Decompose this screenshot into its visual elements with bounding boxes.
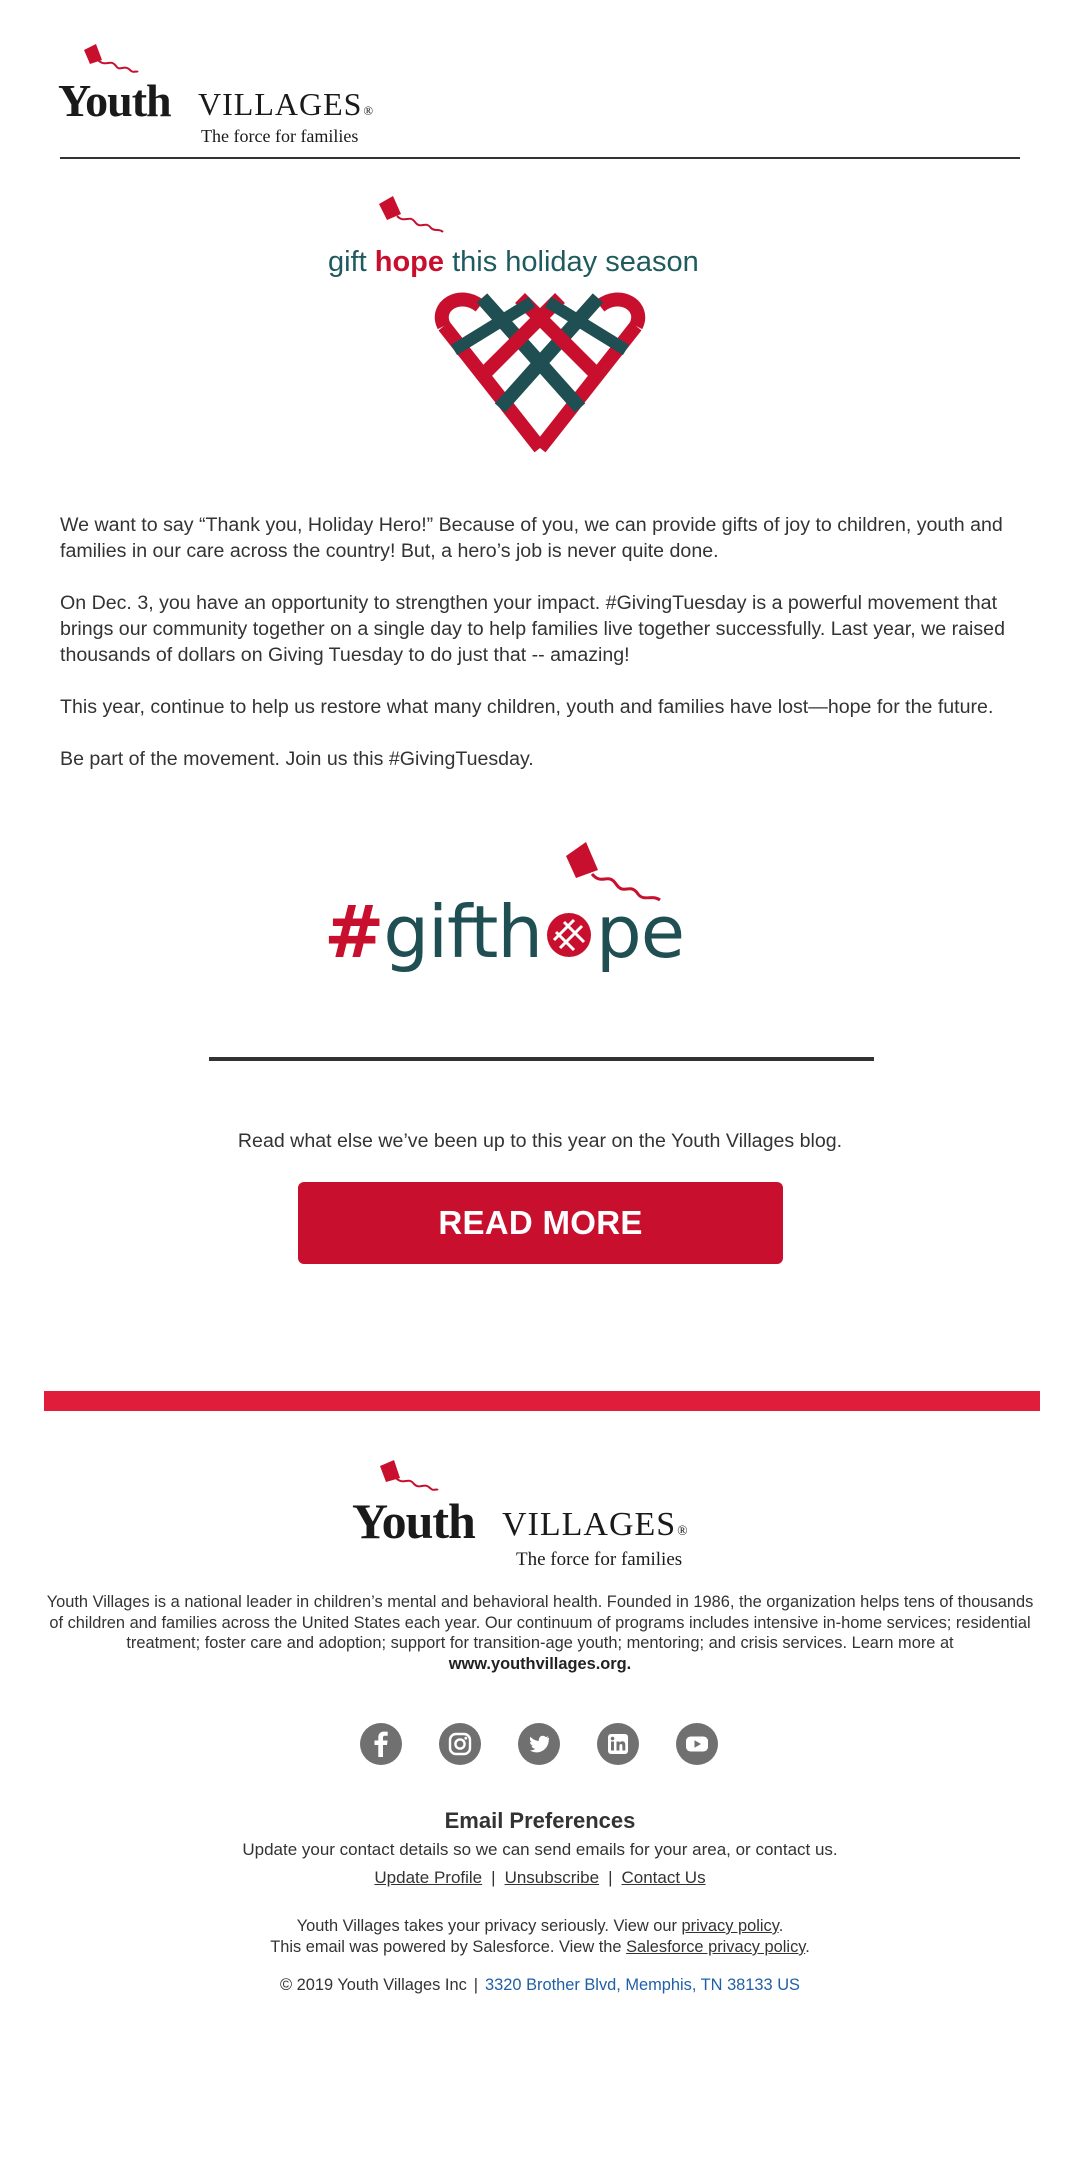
body-paragraph: Be part of the movement. Join us this #GivingTuesday. xyxy=(60,748,534,770)
privacy-policy-link[interactable]: privacy policy xyxy=(681,1917,779,1935)
website-link[interactable]: www.youthvillages.org. xyxy=(448,1654,632,1673)
logo-youth-text: Youth xyxy=(352,1493,475,1549)
copyright-text: © 2019 Youth Villages Inc xyxy=(280,1976,467,1994)
logo-tagline: The force for families xyxy=(201,126,359,146)
logo-villages-text: VILLAGES® xyxy=(198,86,375,122)
email-body xyxy=(60,512,1020,798)
header-logo[interactable] xyxy=(58,42,398,152)
twitter-icon[interactable] xyxy=(518,1723,560,1765)
gifthope-hashtag: #gifth pe xyxy=(324,890,684,974)
salesforce-line: This email was powered by Salesforce. View the Salesforce privacy policy. xyxy=(270,1938,810,1956)
footer-accent-bar xyxy=(44,1391,1040,1411)
body-paragraph: This year, continue to help us restore what many children, youth and families have lost—hope for the future. xyxy=(60,696,994,718)
hope-ball-icon xyxy=(544,910,594,960)
kite-icon xyxy=(375,194,445,244)
footer-logo[interactable] xyxy=(352,1458,732,1578)
email-preferences-description: Update your contact details so we can send emails for your area, or contact us. xyxy=(242,1840,838,1859)
link-separator: | xyxy=(491,1868,496,1887)
contact-us-link[interactable]: Contact Us xyxy=(621,1868,706,1887)
mailing-address[interactable]: 3320 Brother Blvd, Memphis, TN 38133 US xyxy=(485,1976,800,1994)
logo-youth-text: Youth xyxy=(58,75,171,126)
about-text: Youth Villages is a national leader in children’s mental and behavioral health. Founded in 1986, the organization helps tens of thousands of children and families across the United States each year. Our continuum of programs includes intensive in-home services; residential treatment; foster care and adoption; support for transition-age youth; mentoring; and crisis services. Learn more at xyxy=(46,1593,1034,1652)
unsubscribe-link[interactable]: Unsubscribe xyxy=(504,1868,600,1887)
body-paragraph: We want to say “Thank you, Holiday Hero!” Because of you, we can provide gifts of joy to children, youth and families in our care across the country! But, a hero’s job is never quite done. xyxy=(60,514,1003,562)
holiday-title: gift hope this holiday season xyxy=(328,246,699,278)
body-paragraph: On Dec. 3, you have an opportunity to strengthen your impact. #GivingTuesday is a powerful movement that brings our community together on a single day to help families live together successfully. Last year, we raised thousands of dollars on Giving Tuesday to do just that -- amazing! xyxy=(60,592,1005,666)
gifthope-graphic xyxy=(318,838,778,998)
link-separator: | xyxy=(608,1868,613,1887)
logo-tagline: The force for families xyxy=(516,1549,683,1570)
header-divider xyxy=(60,157,1020,159)
facebook-icon[interactable] xyxy=(360,1723,402,1765)
privacy-line: Youth Villages takes your privacy seriously. View our privacy policy. xyxy=(296,1917,784,1935)
instagram-icon[interactable] xyxy=(439,1723,481,1765)
email-preferences-links xyxy=(0,1868,1080,1888)
youtube-icon[interactable] xyxy=(676,1723,718,1765)
social-links xyxy=(360,1723,720,1767)
update-profile-link[interactable]: Update Profile xyxy=(374,1868,483,1887)
woven-heart-icon xyxy=(430,288,650,464)
read-more-button[interactable]: READ MORE xyxy=(298,1182,783,1264)
copyright-line xyxy=(0,1976,1080,1995)
footer-about xyxy=(46,1592,1034,1674)
blog-teaser: Read what else we’ve been up to this year on the Youth Villages blog. xyxy=(237,1130,843,1152)
privacy-notice xyxy=(0,1916,1080,1958)
section-divider xyxy=(209,1057,874,1061)
email-preferences-heading: Email Preferences xyxy=(444,1808,636,1833)
holiday-banner xyxy=(300,190,780,470)
linkedin-icon[interactable] xyxy=(597,1723,639,1765)
logo-villages-text: VILLAGES® xyxy=(502,1506,689,1543)
salesforce-privacy-link[interactable]: Salesforce privacy policy xyxy=(626,1938,806,1956)
copyright-separator: | xyxy=(473,1976,479,1994)
